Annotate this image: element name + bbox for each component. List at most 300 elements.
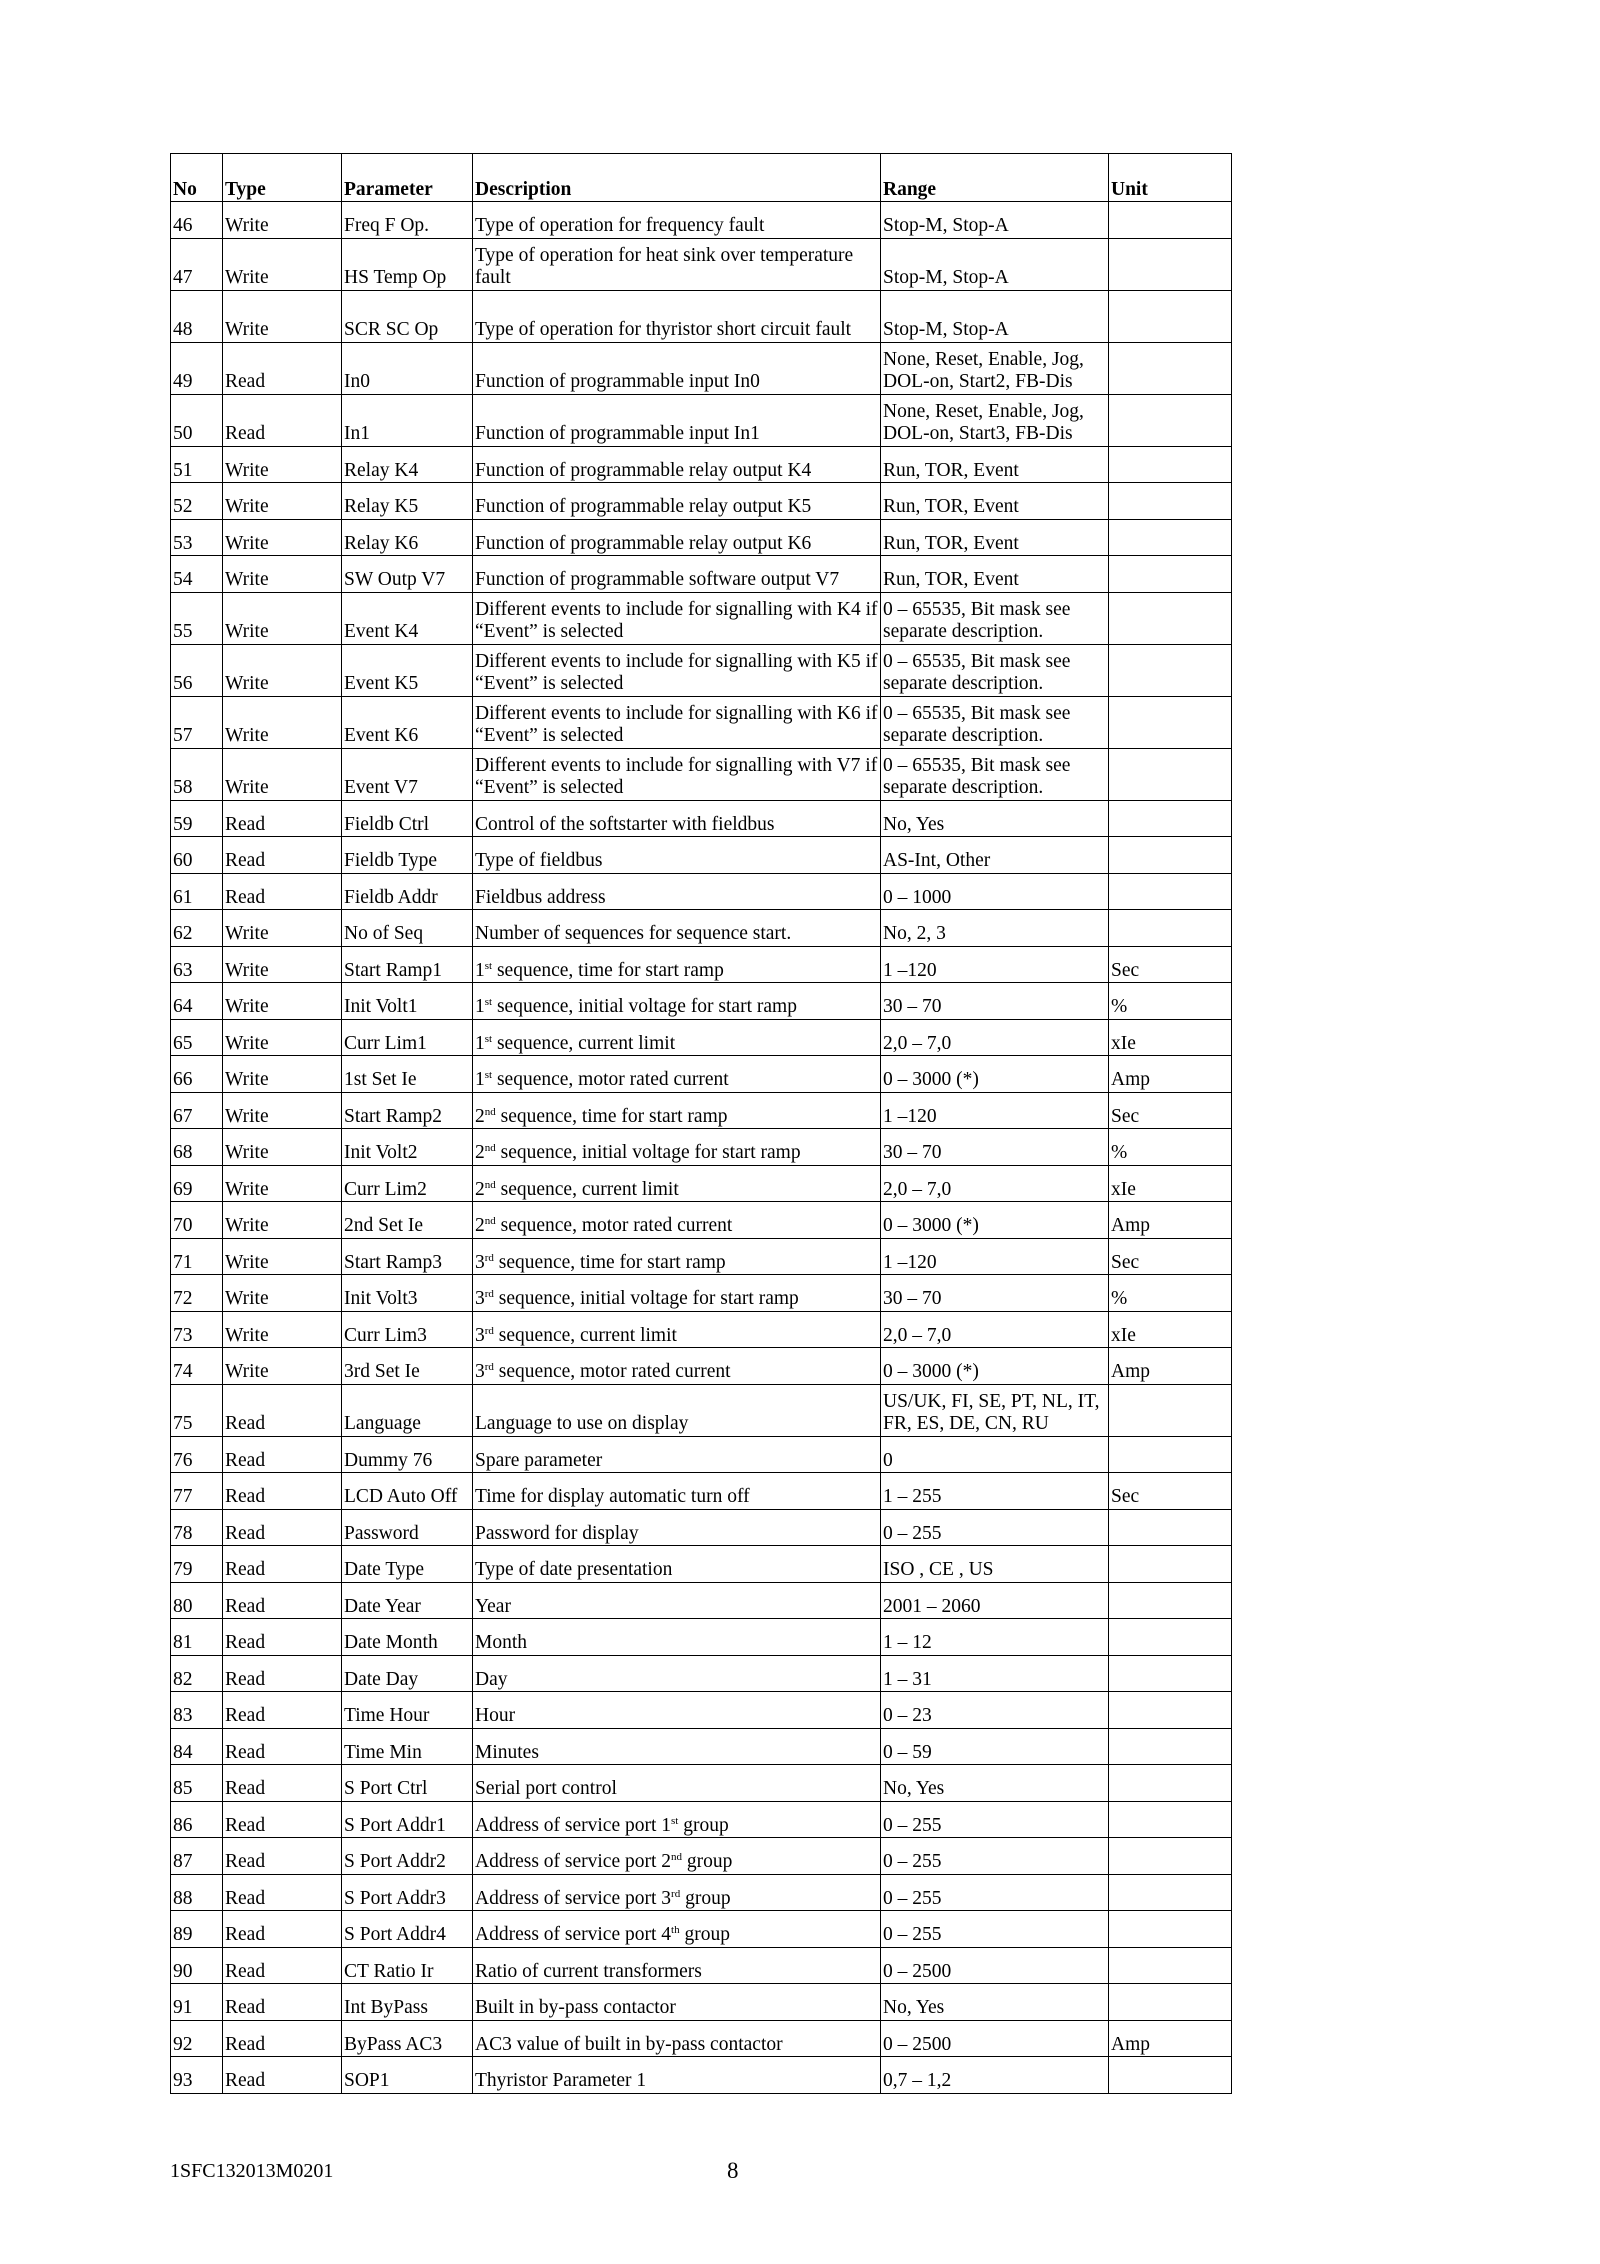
cell-no: 78 [171, 1509, 223, 1546]
cell-range: 2,0 – 7,0 [881, 1311, 1109, 1348]
cell-range: ISO , CE , US [881, 1546, 1109, 1583]
cell-parameter: Fieldb Addr [342, 873, 473, 910]
cell-no: 52 [171, 483, 223, 520]
table-row [171, 1436, 1232, 1473]
table-row [171, 1348, 1232, 1385]
description-text: sequence, time for start ramp [495, 1105, 728, 1127]
cell-type: Read [223, 1655, 342, 1692]
cell-description: Time for display automatic turn off [473, 1473, 881, 1510]
cell-no: 83 [171, 1692, 223, 1729]
cell-description [473, 1165, 881, 1202]
cell-no: 91 [171, 1984, 223, 2021]
ordinal-suffix: rd [671, 1887, 681, 1900]
cell-range: Stop-M, Stop-A [881, 202, 1109, 239]
cell-description: Control of the softstarter with fieldbus [473, 800, 881, 837]
table-row [171, 446, 1232, 483]
cell-description: Ratio of current transformers [473, 1947, 881, 1984]
cell-description [473, 1874, 881, 1911]
cell-range: Run, TOR, Event [881, 519, 1109, 556]
cell-range: 1 – 31 [881, 1655, 1109, 1692]
cell-range: 30 – 70 [881, 1275, 1109, 1312]
cell-description [473, 1129, 881, 1166]
cell-range: 0 – 65535, Bit mask see separate description. [881, 592, 1109, 644]
table-row [171, 1838, 1232, 1875]
table-row [171, 1509, 1232, 1546]
cell-range: 1 –120 [881, 946, 1109, 983]
table-row [171, 519, 1232, 556]
cell-description [473, 1202, 881, 1239]
cell-description [473, 1838, 881, 1875]
description-text: Address of service port 3 [475, 1887, 672, 1909]
cell-range: Run, TOR, Event [881, 556, 1109, 593]
cell-type: Write [223, 1056, 342, 1093]
cell-parameter: Event K5 [342, 644, 473, 696]
cell-parameter: Start Ramp3 [342, 1238, 473, 1275]
cell-range: 0,7 – 1,2 [881, 2057, 1109, 2094]
cell-no: 58 [171, 748, 223, 800]
cell-unit [1109, 1911, 1232, 1948]
cell-type: Read [223, 2020, 342, 2057]
ordinal-suffix: nd [484, 1178, 496, 1191]
cell-unit [1109, 696, 1232, 748]
cell-unit: xIe [1109, 1311, 1232, 1348]
description-text: sequence, initial voltage for start ramp [493, 1288, 799, 1310]
cell-parameter: CT Ratio Ir [342, 1947, 473, 1984]
cell-type: Read [223, 1911, 342, 1948]
cell-no: 92 [171, 2020, 223, 2057]
table-row [171, 1911, 1232, 1948]
cell-type: Write [223, 1202, 342, 1239]
cell-parameter: S Port Addr3 [342, 1874, 473, 1911]
cell-parameter: 3rd Set Ie [342, 1348, 473, 1385]
description-text: 3 [475, 1324, 485, 1346]
cell-range: AS-Int, Other [881, 837, 1109, 874]
cell-type: Read [223, 1384, 342, 1436]
cell-parameter: S Port Ctrl [342, 1765, 473, 1802]
description-text: 1 [475, 1069, 485, 1091]
cell-range: 30 – 70 [881, 983, 1109, 1020]
cell-parameter: Relay K5 [342, 483, 473, 520]
cell-no: 74 [171, 1348, 223, 1385]
description-text: Address of service port 4 [475, 1924, 672, 1946]
cell-description: Day [473, 1655, 881, 1692]
table-row [171, 644, 1232, 696]
description-text: sequence, current limit [495, 1178, 679, 1200]
cell-parameter: ByPass AC3 [342, 2020, 473, 2057]
cell-no: 62 [171, 910, 223, 947]
cell-type: Read [223, 2057, 342, 2094]
cell-type: Write [223, 519, 342, 556]
table-row [171, 1129, 1232, 1166]
table-row [171, 290, 1232, 342]
ordinal-suffix: st [484, 959, 493, 972]
table-row [171, 1619, 1232, 1656]
cell-unit [1109, 1436, 1232, 1473]
cell-unit [1109, 873, 1232, 910]
table-row [171, 1238, 1232, 1275]
cell-description [473, 1275, 881, 1312]
cell-range: 0 – 255 [881, 1911, 1109, 1948]
cell-range: 0 – 255 [881, 1801, 1109, 1838]
cell-unit [1109, 238, 1232, 290]
cell-description [473, 1348, 881, 1385]
description-text: 2 [475, 1178, 485, 1200]
cell-unit [1109, 2057, 1232, 2094]
cell-no: 60 [171, 837, 223, 874]
cell-parameter: S Port Addr1 [342, 1801, 473, 1838]
header-unit: Unit [1109, 154, 1232, 202]
cell-type: Write [223, 946, 342, 983]
cell-range: 2,0 – 7,0 [881, 1019, 1109, 1056]
cell-type: Write [223, 644, 342, 696]
cell-parameter: Dummy 76 [342, 1436, 473, 1473]
cell-type: Write [223, 556, 342, 593]
cell-type: Write [223, 1348, 342, 1385]
description-text: sequence, time for start ramp [493, 1251, 726, 1273]
cell-unit [1109, 1509, 1232, 1546]
cell-no: 51 [171, 446, 223, 483]
description-text: 3 [475, 1361, 485, 1383]
document-id: 1SFC132013M0201 [170, 2160, 334, 2182]
cell-type: Read [223, 394, 342, 446]
cell-type: Read [223, 1436, 342, 1473]
cell-range: No, Yes [881, 1765, 1109, 1802]
cell-description: Fieldbus address [473, 873, 881, 910]
cell-type: Read [223, 1619, 342, 1656]
cell-type: Read [223, 1984, 342, 2021]
cell-unit [1109, 394, 1232, 446]
cell-parameter: Relay K4 [342, 446, 473, 483]
cell-type: Write [223, 483, 342, 520]
cell-range: 1 – 12 [881, 1619, 1109, 1656]
cell-type: Write [223, 1129, 342, 1166]
table-row [171, 748, 1232, 800]
description-text: 2 [475, 1105, 485, 1127]
cell-unit [1109, 202, 1232, 239]
cell-no: 50 [171, 394, 223, 446]
table-row [171, 1546, 1232, 1583]
cell-description: Month [473, 1619, 881, 1656]
cell-type: Read [223, 837, 342, 874]
cell-parameter: Int ByPass [342, 1984, 473, 2021]
ordinal-suffix: nd [484, 1142, 496, 1155]
cell-parameter: Date Month [342, 1619, 473, 1656]
cell-unit [1109, 800, 1232, 837]
cell-type: Read [223, 800, 342, 837]
cell-unit [1109, 1838, 1232, 1875]
cell-unit [1109, 342, 1232, 394]
cell-unit: Amp [1109, 2020, 1232, 2057]
description-text: sequence, current limit [492, 1032, 676, 1054]
cell-range: None, Reset, Enable, Jog, DOL-on, Start3, FB-Dis [881, 394, 1109, 446]
description-text: sequence, time for start ramp [492, 959, 724, 981]
cell-parameter: Init Volt3 [342, 1275, 473, 1312]
cell-range: Run, TOR, Event [881, 483, 1109, 520]
cell-description: Type of operation for frequency fault [473, 202, 881, 239]
cell-description [473, 983, 881, 1020]
description-text: 3 [475, 1251, 485, 1273]
cell-no: 49 [171, 342, 223, 394]
cell-description: Different events to include for signalling with V7 if “Event” is selected [473, 748, 881, 800]
cell-parameter: Date Year [342, 1582, 473, 1619]
cell-parameter: Start Ramp2 [342, 1092, 473, 1129]
cell-parameter: Curr Lim2 [342, 1165, 473, 1202]
description-text: sequence, initial voltage for start ramp [492, 996, 797, 1018]
page-number: 8 [727, 2158, 739, 2183]
cell-no: 87 [171, 1838, 223, 1875]
table-body [171, 202, 1232, 2094]
cell-parameter: 2nd Set Ie [342, 1202, 473, 1239]
cell-unit [1109, 1655, 1232, 1692]
cell-unit: xIe [1109, 1165, 1232, 1202]
cell-parameter: Password [342, 1509, 473, 1546]
cell-no: 79 [171, 1546, 223, 1583]
header-no: No [171, 154, 223, 202]
cell-no: 59 [171, 800, 223, 837]
cell-parameter: S Port Addr4 [342, 1911, 473, 1948]
cell-type: Write [223, 1092, 342, 1129]
description-text: sequence, initial voltage for start ramp [495, 1142, 801, 1164]
ordinal-suffix: st [484, 996, 493, 1009]
cell-range: 0 – 3000 (*) [881, 1056, 1109, 1093]
cell-range: 30 – 70 [881, 1129, 1109, 1166]
header-range: Range [881, 154, 1109, 202]
table-row [171, 1692, 1232, 1729]
cell-description [473, 1019, 881, 1056]
cell-no: 64 [171, 983, 223, 1020]
table-row [171, 910, 1232, 947]
cell-no: 67 [171, 1092, 223, 1129]
cell-no: 53 [171, 519, 223, 556]
cell-type: Write [223, 592, 342, 644]
cell-type: Read [223, 1947, 342, 1984]
cell-description: Function of programmable relay output K5 [473, 483, 881, 520]
cell-range: 0 – 255 [881, 1874, 1109, 1911]
cell-range: Stop-M, Stop-A [881, 238, 1109, 290]
ordinal-suffix: nd [484, 1105, 496, 1118]
cell-no: 84 [171, 1728, 223, 1765]
ordinal-suffix: rd [484, 1324, 494, 1337]
description-text: group [680, 1887, 731, 1909]
cell-unit: Amp [1109, 1348, 1232, 1385]
cell-parameter: Fieldb Ctrl [342, 800, 473, 837]
cell-parameter: SW Outp V7 [342, 556, 473, 593]
header-description: Description [473, 154, 881, 202]
cell-type: Write [223, 983, 342, 1020]
cell-range: 0 – 1000 [881, 873, 1109, 910]
cell-parameter: Event V7 [342, 748, 473, 800]
cell-description: Password for display [473, 1509, 881, 1546]
table-row [171, 556, 1232, 593]
cell-unit [1109, 837, 1232, 874]
description-text: sequence, motor rated current [495, 1215, 733, 1237]
table-row [171, 1984, 1232, 2021]
cell-description [473, 1311, 881, 1348]
cell-unit [1109, 1546, 1232, 1583]
cell-description: Built in by-pass contactor [473, 1984, 881, 2021]
cell-description: Function of programmable input In0 [473, 342, 881, 394]
table-row [171, 800, 1232, 837]
cell-no: 47 [171, 238, 223, 290]
cell-type: Read [223, 873, 342, 910]
cell-description: Language to use on display [473, 1384, 881, 1436]
cell-no: 65 [171, 1019, 223, 1056]
cell-parameter: SCR SC Op [342, 290, 473, 342]
cell-type: Read [223, 1765, 342, 1802]
header-parameter: Parameter [342, 154, 473, 202]
cell-description: Thyristor Parameter 1 [473, 2057, 881, 2094]
cell-parameter: Freq F Op. [342, 202, 473, 239]
cell-parameter: In1 [342, 394, 473, 446]
cell-no: 80 [171, 1582, 223, 1619]
cell-no: 86 [171, 1801, 223, 1838]
cell-parameter: No of Seq [342, 910, 473, 947]
table-row [171, 1092, 1232, 1129]
cell-description: Function of programmable relay output K4 [473, 446, 881, 483]
cell-unit: % [1109, 1275, 1232, 1312]
cell-type: Write [223, 1019, 342, 1056]
cell-description [473, 1238, 881, 1275]
cell-type: Read [223, 1728, 342, 1765]
cell-unit [1109, 1384, 1232, 1436]
cell-no: 48 [171, 290, 223, 342]
ordinal-suffix: nd [671, 1851, 683, 1864]
description-text: group [678, 1814, 729, 1836]
table-row [171, 873, 1232, 910]
cell-range: Run, TOR, Event [881, 446, 1109, 483]
table-row [171, 592, 1232, 644]
table-row [171, 483, 1232, 520]
cell-unit [1109, 519, 1232, 556]
cell-range: US/UK, FI, SE, PT, NL, IT, FR, ES, DE, CN, RU [881, 1384, 1109, 1436]
cell-type: Read [223, 1546, 342, 1583]
table-row [171, 1728, 1232, 1765]
cell-description: Different events to include for signalling with K6 if “Event” is selected [473, 696, 881, 748]
cell-unit [1109, 1765, 1232, 1802]
cell-description [473, 1092, 881, 1129]
table-row [171, 202, 1232, 239]
table-row [171, 837, 1232, 874]
cell-description: Year [473, 1582, 881, 1619]
cell-no: 73 [171, 1311, 223, 1348]
cell-range: 0 – 255 [881, 1509, 1109, 1546]
table-row [171, 1582, 1232, 1619]
cell-type: Write [223, 1275, 342, 1312]
table-row [171, 238, 1232, 290]
table-row [171, 946, 1232, 983]
cell-description [473, 1801, 881, 1838]
cell-description: Type of date presentation [473, 1546, 881, 1583]
description-text: 3 [475, 1288, 485, 1310]
description-text: 1 [475, 959, 485, 981]
cell-no: 89 [171, 1911, 223, 1948]
cell-no: 54 [171, 556, 223, 593]
description-text: group [679, 1924, 730, 1946]
cell-description: Serial port control [473, 1765, 881, 1802]
cell-no: 61 [171, 873, 223, 910]
cell-unit [1109, 1947, 1232, 1984]
description-text: group [682, 1851, 733, 1873]
table-row [171, 1473, 1232, 1510]
cell-description: Hour [473, 1692, 881, 1729]
description-text: Address of service port 1 [475, 1814, 672, 1836]
cell-unit: % [1109, 983, 1232, 1020]
cell-range: 0 – 2500 [881, 2020, 1109, 2057]
header-type: Type [223, 154, 342, 202]
cell-no: 66 [171, 1056, 223, 1093]
ordinal-suffix: st [484, 1069, 493, 1082]
table-row [171, 1202, 1232, 1239]
ordinal-suffix: th [671, 1924, 680, 1937]
cell-no: 76 [171, 1436, 223, 1473]
description-text: 2 [475, 1215, 485, 1237]
cell-description: Type of operation for heat sink over temperature fault [473, 238, 881, 290]
cell-range: 1 –120 [881, 1238, 1109, 1275]
cell-description: Different events to include for signalling with K4 if “Event” is selected [473, 592, 881, 644]
cell-no: 70 [171, 1202, 223, 1239]
cell-description: Function of programmable relay output K6 [473, 519, 881, 556]
description-text: sequence, motor rated current [493, 1361, 731, 1383]
cell-no: 75 [171, 1384, 223, 1436]
table-row [171, 1019, 1232, 1056]
cell-parameter: LCD Auto Off [342, 1473, 473, 1510]
cell-range: 0 – 23 [881, 1692, 1109, 1729]
description-text: 2 [475, 1142, 485, 1164]
cell-type: Read [223, 1509, 342, 1546]
cell-no: 69 [171, 1165, 223, 1202]
cell-unit [1109, 446, 1232, 483]
table-row [171, 1874, 1232, 1911]
cell-description [473, 1911, 881, 1948]
cell-range: None, Reset, Enable, Jog, DOL-on, Start2, FB-Dis [881, 342, 1109, 394]
ordinal-suffix: rd [484, 1361, 494, 1374]
cell-parameter: Relay K6 [342, 519, 473, 556]
ordinal-suffix: rd [484, 1251, 494, 1264]
cell-description: Type of operation for thyristor short circuit fault [473, 290, 881, 342]
cell-description [473, 946, 881, 983]
cell-description [473, 1056, 881, 1093]
cell-unit [1109, 483, 1232, 520]
cell-range: No, Yes [881, 800, 1109, 837]
cell-unit [1109, 910, 1232, 947]
cell-type: Write [223, 238, 342, 290]
cell-no: 85 [171, 1765, 223, 1802]
cell-unit [1109, 592, 1232, 644]
table-row [171, 1056, 1232, 1093]
cell-parameter: Time Min [342, 1728, 473, 1765]
cell-parameter: Start Ramp1 [342, 946, 473, 983]
cell-no: 57 [171, 696, 223, 748]
table-row [171, 983, 1232, 1020]
cell-range: 0 – 2500 [881, 1947, 1109, 1984]
cell-parameter: SOP1 [342, 2057, 473, 2094]
cell-no: 46 [171, 202, 223, 239]
cell-range: 0 – 255 [881, 1838, 1109, 1875]
cell-no: 55 [171, 592, 223, 644]
cell-no: 63 [171, 946, 223, 983]
cell-description: Number of sequences for sequence start. [473, 910, 881, 947]
cell-type: Write [223, 446, 342, 483]
ordinal-suffix: nd [484, 1215, 496, 1228]
cell-type: Write [223, 290, 342, 342]
cell-range: 0 – 65535, Bit mask see separate description. [881, 696, 1109, 748]
description-text: 1 [475, 996, 485, 1018]
cell-range: No, 2, 3 [881, 910, 1109, 947]
cell-no: 81 [171, 1619, 223, 1656]
cell-type: Write [223, 1311, 342, 1348]
description-text: 1 [475, 1032, 485, 1054]
cell-parameter: Date Day [342, 1655, 473, 1692]
